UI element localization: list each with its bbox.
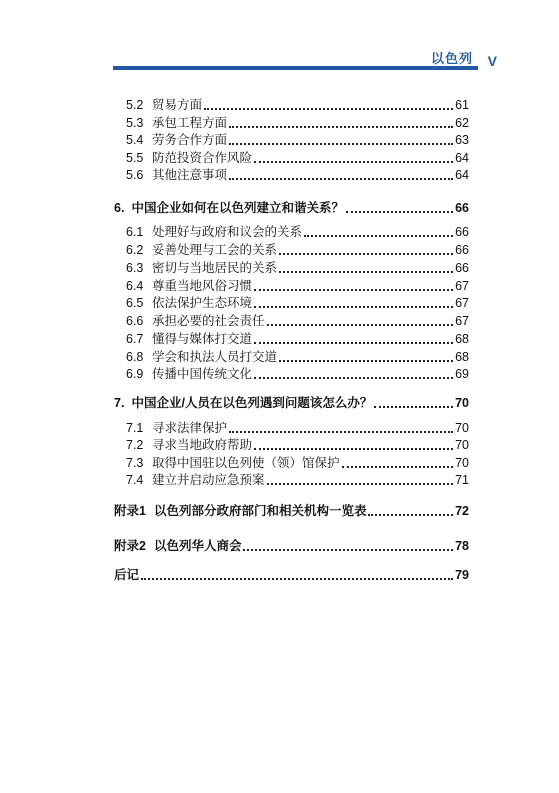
- toc-title: 寻求法律保护: [152, 421, 228, 435]
- toc-entry[interactable]: [126, 436, 469, 453]
- toc-chapter-entry[interactable]: [114, 199, 469, 216]
- toc-entry[interactable]: [126, 223, 469, 240]
- toc-page: 68: [455, 332, 469, 346]
- toc-chapter-entry[interactable]: [114, 394, 469, 411]
- toc-entry[interactable]: [126, 365, 469, 382]
- dot-leader: [254, 288, 453, 291]
- toc-page: 72: [455, 504, 469, 518]
- toc-number: 6.1: [126, 225, 144, 239]
- toc-page: 66: [455, 261, 469, 275]
- toc-afterword-entry[interactable]: [114, 566, 469, 583]
- toc-title: 寻求当地政府帮助: [152, 438, 253, 452]
- dot-leader: [279, 270, 453, 273]
- toc-title: 传播中国传统文化: [152, 367, 253, 381]
- toc-number: 6.9: [126, 367, 144, 381]
- toc-number: 7.1: [126, 421, 144, 435]
- dot-leader: [229, 125, 453, 128]
- dot-leader: [342, 465, 454, 468]
- toc-title: 承包工程方面: [152, 116, 228, 130]
- toc-title: 妥善处理与工会的关系: [152, 243, 278, 257]
- toc-page: 66: [455, 201, 469, 215]
- toc-entry[interactable]: [126, 330, 469, 347]
- dot-leader: [254, 160, 453, 163]
- dot-leader: [279, 359, 453, 362]
- running-header-title: 以色列: [430, 51, 473, 66]
- toc-page: 66: [455, 243, 469, 257]
- toc-page: 67: [455, 314, 469, 328]
- toc-entry[interactable]: [126, 312, 469, 329]
- toc-entry[interactable]: [126, 96, 469, 113]
- toc-number: 7.3: [126, 456, 144, 470]
- toc-title: 建立并启动应急预案: [152, 473, 265, 487]
- toc-title: 以色列部分政府部门和相关机构一览表: [153, 504, 367, 518]
- toc-number: 6.4: [126, 279, 144, 293]
- dot-leader: [368, 513, 453, 516]
- toc-entry[interactable]: [126, 348, 469, 365]
- toc-page: 70: [455, 396, 469, 410]
- toc-title: 贸易方面: [152, 98, 203, 112]
- toc-title: 尊重当地风俗习惯: [152, 279, 253, 293]
- dot-leader: [279, 252, 453, 255]
- toc-title: 取得中国驻以色列使（领）馆保护: [152, 456, 340, 470]
- toc-page: 61: [455, 98, 469, 112]
- toc-entry[interactable]: [126, 131, 469, 148]
- toc-page: 69: [455, 367, 469, 381]
- toc-appendix-entry[interactable]: [114, 502, 469, 519]
- toc-entry[interactable]: [126, 149, 469, 166]
- dot-leader: [229, 142, 453, 145]
- toc-entry[interactable]: [126, 454, 469, 471]
- toc-number: 6.5: [126, 296, 144, 310]
- toc-number: 6.2: [126, 243, 144, 257]
- toc-page: 70: [455, 456, 469, 470]
- dot-leader: [254, 376, 453, 379]
- toc-page: 64: [455, 168, 469, 182]
- dot-leader: [229, 177, 453, 180]
- toc-number: 6.7: [126, 332, 144, 346]
- dot-leader: [374, 405, 453, 408]
- toc-title: 后记: [114, 568, 140, 582]
- toc-title: 中国企业/人员在以色列遇到问题该怎么办？: [131, 396, 373, 410]
- toc-title: 密切与当地居民的关系: [152, 261, 278, 275]
- page-number-roman: V: [487, 53, 497, 69]
- toc-number: 5.5: [126, 151, 144, 165]
- toc-entry[interactable]: [126, 294, 469, 311]
- toc-number: 5.3: [126, 116, 144, 130]
- dot-leader: [229, 430, 453, 433]
- toc-number: 6.: [114, 201, 125, 215]
- toc-number: 5.6: [126, 168, 144, 182]
- dot-leader: [304, 234, 453, 237]
- toc-page: 70: [455, 421, 469, 435]
- toc-entry[interactable]: [126, 259, 469, 276]
- toc-page: 62: [455, 116, 469, 130]
- dot-leader: [267, 482, 454, 485]
- toc-page: 66: [455, 225, 469, 239]
- toc-title: 承担必要的社会责任: [152, 314, 265, 328]
- toc-page: 67: [455, 279, 469, 293]
- toc-title: 懂得与媒体打交道: [152, 332, 253, 346]
- dot-leader: [141, 577, 453, 580]
- toc-page: 64: [455, 151, 469, 165]
- toc-page: 67: [455, 296, 469, 310]
- toc-entry[interactable]: [126, 277, 469, 294]
- toc-page: 71: [455, 473, 469, 487]
- dot-leader: [254, 341, 453, 344]
- dot-leader: [267, 323, 454, 326]
- header-rule: [113, 66, 478, 70]
- toc-page: 68: [455, 350, 469, 364]
- toc-number: 7.2: [126, 438, 144, 452]
- toc-title: 中国企业如何在以色列建立和谐关系？: [131, 201, 344, 215]
- toc-number: 6.6: [126, 314, 144, 328]
- dot-leader: [243, 548, 453, 551]
- toc-number: 5.4: [126, 133, 144, 147]
- toc-title: 其他注意事项: [152, 168, 228, 182]
- dot-leader: [254, 305, 453, 308]
- toc-page: 79: [455, 568, 469, 582]
- toc-title: 处理好与政府和议会的关系: [152, 225, 303, 239]
- toc-title: 以色列华人商会: [153, 539, 242, 553]
- toc-entry[interactable]: [126, 114, 469, 131]
- toc-page: 70: [455, 438, 469, 452]
- toc-page: 63: [455, 133, 469, 147]
- toc-number: 附录1: [114, 504, 146, 518]
- toc-entry[interactable]: [126, 166, 469, 183]
- toc-number: 7.4: [126, 473, 144, 487]
- toc-number: 7.: [114, 396, 125, 410]
- toc-title: 依法保护生态环境: [152, 296, 253, 310]
- toc-title: 防范投资合作风险: [152, 151, 253, 165]
- toc-number: 5.2: [126, 98, 144, 112]
- dot-leader: [254, 447, 453, 450]
- toc-title: 学会和执法人员打交道: [152, 350, 278, 364]
- toc-title: 劳务合作方面: [152, 133, 228, 147]
- toc-page: 78: [455, 539, 469, 553]
- toc-entry[interactable]: [126, 419, 469, 436]
- dot-leader: [204, 107, 453, 110]
- toc-entry[interactable]: [126, 471, 469, 488]
- toc-number: 附录2: [114, 539, 146, 553]
- toc-entry[interactable]: [126, 241, 469, 258]
- toc-number: 6.3: [126, 261, 144, 275]
- dot-leader: [346, 210, 453, 213]
- toc-number: 6.8: [126, 350, 144, 364]
- toc-appendix-entry[interactable]: [114, 537, 469, 554]
